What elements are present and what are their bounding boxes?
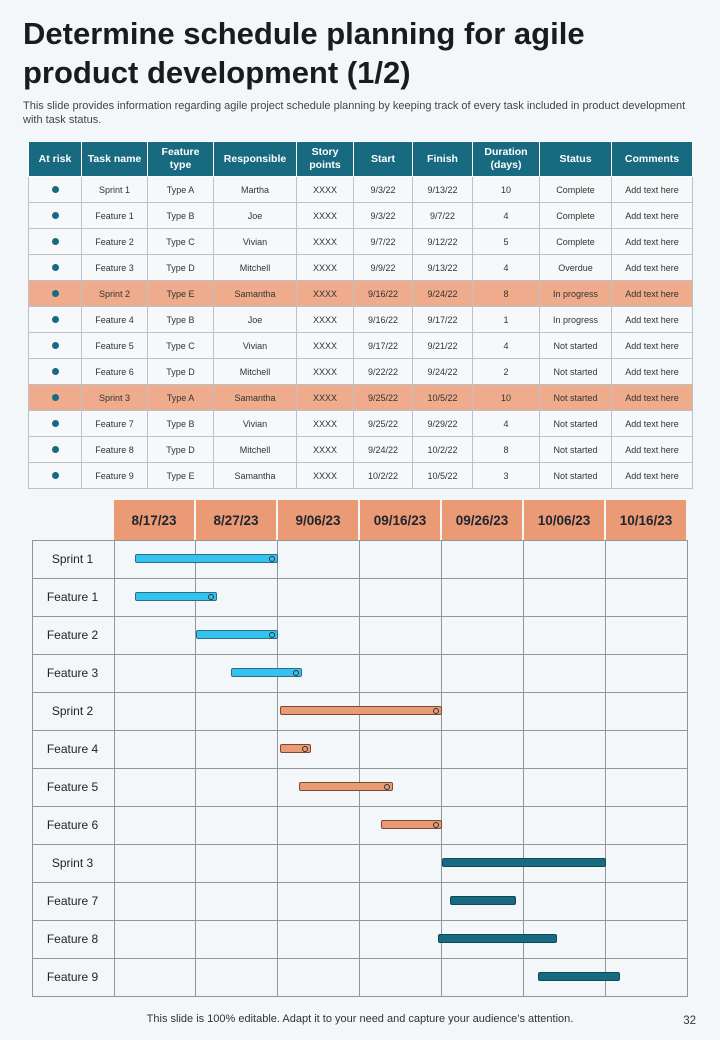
feature-type-cell: Type E (148, 463, 214, 489)
start-cell: 9/24/22 (354, 437, 413, 463)
task-name-cell: Feature 1 (82, 203, 148, 229)
finish-cell: 10/5/22 (413, 385, 473, 411)
table-row (29, 385, 693, 411)
finish-cell: 10/2/22 (413, 437, 473, 463)
comments-cell: Add text here (612, 177, 693, 203)
comments-cell: Add text here (612, 463, 693, 489)
gantt-bar[interactable] (442, 858, 606, 867)
gantt-bar[interactable] (381, 820, 443, 829)
duration-cell: 4 (473, 255, 540, 281)
col-header-status: Status (540, 142, 612, 177)
page-number: 32 (683, 1015, 696, 1027)
table-row (29, 411, 693, 437)
gantt-date-header: 09/16/23 (360, 500, 442, 540)
table-row (29, 333, 693, 359)
responsible-cell: Mitchell (214, 359, 297, 385)
feature-type-cell: Type D (148, 437, 214, 463)
status-cell: Not started (540, 411, 612, 437)
table-row (29, 229, 693, 255)
gantt-task-label: Feature 7 (46, 894, 99, 908)
at-risk-cell (29, 203, 82, 229)
responsible-cell: Mitchell (214, 255, 297, 281)
at-risk-cell (29, 411, 82, 437)
gantt-bar[interactable] (231, 668, 302, 677)
start-cell: 9/16/22 (354, 281, 413, 307)
feature-type-cell: Type A (148, 177, 214, 203)
status-cell: Complete (540, 203, 612, 229)
bar-handle-icon[interactable] (433, 708, 439, 714)
story-points-cell: XXXX (297, 307, 354, 333)
gantt-date-header: 8/17/23 (114, 500, 196, 540)
gantt-grid-line (687, 540, 688, 996)
gantt-task-label: Sprint 2 (51, 704, 94, 718)
gantt-bar[interactable] (135, 592, 217, 601)
col-header-story-points: Story points (297, 142, 354, 177)
responsible-cell: Samantha (214, 281, 297, 307)
comments-cell: Add text here (612, 281, 693, 307)
at-risk-cell (29, 177, 82, 203)
task-name-cell: Feature 5 (82, 333, 148, 359)
task-name-cell: Feature 2 (82, 229, 148, 255)
responsible-cell: Vivian (214, 411, 297, 437)
risk-dot-icon (52, 368, 59, 375)
duration-cell: 4 (473, 203, 540, 229)
comments-cell: Add text here (612, 411, 693, 437)
gantt-bar[interactable] (196, 630, 278, 639)
schedule-table (28, 141, 693, 489)
comments-cell: Add text here (612, 255, 693, 281)
gantt-row (32, 920, 688, 958)
risk-dot-icon (52, 264, 59, 271)
status-cell: In progress (540, 281, 612, 307)
bar-handle-icon[interactable] (384, 784, 390, 790)
story-points-cell: XXXX (297, 463, 354, 489)
table-row (29, 307, 693, 333)
gantt-row (32, 616, 688, 654)
gantt-task-label: Feature 4 (46, 742, 99, 756)
start-cell: 9/25/22 (354, 385, 413, 411)
risk-dot-icon (52, 186, 59, 193)
duration-cell: 4 (473, 333, 540, 359)
duration-cell: 3 (473, 463, 540, 489)
duration-cell: 8 (473, 437, 540, 463)
task-name-cell: Sprint 3 (82, 385, 148, 411)
table-row (29, 437, 693, 463)
feature-type-cell: Type A (148, 385, 214, 411)
gantt-date-header: 8/27/23 (196, 500, 278, 540)
table-row (29, 359, 693, 385)
story-points-cell: XXXX (297, 203, 354, 229)
finish-cell: 10/5/22 (413, 463, 473, 489)
start-cell: 9/17/22 (354, 333, 413, 359)
status-cell: In progress (540, 307, 612, 333)
bar-handle-icon[interactable] (208, 594, 214, 600)
feature-type-cell: Type E (148, 281, 214, 307)
gantt-bar[interactable] (538, 972, 620, 981)
responsible-cell: Vivian (214, 333, 297, 359)
risk-dot-icon (52, 394, 59, 401)
story-points-cell: XXXX (297, 437, 354, 463)
status-cell: Overdue (540, 255, 612, 281)
story-points-cell: XXXX (297, 411, 354, 437)
start-cell: 9/3/22 (354, 177, 413, 203)
risk-dot-icon (52, 238, 59, 245)
gantt-row (32, 540, 688, 578)
feature-type-cell: Type B (148, 411, 214, 437)
task-name-cell: Feature 6 (82, 359, 148, 385)
feature-type-cell: Type D (148, 359, 214, 385)
comments-cell: Add text here (612, 229, 693, 255)
story-points-cell: XXXX (297, 255, 354, 281)
duration-cell: 4 (473, 411, 540, 437)
task-name-cell: Feature 3 (82, 255, 148, 281)
comments-cell: Add text here (612, 385, 693, 411)
finish-cell: 9/13/22 (413, 177, 473, 203)
page-subtitle: This slide provides information regarding agile project schedule planning by keeping track of every task included in product development with task status. (23, 100, 686, 126)
gantt-grid-line (441, 540, 442, 996)
col-header-at-risk: At risk (29, 142, 82, 177)
at-risk-cell (29, 385, 82, 411)
at-risk-cell (29, 463, 82, 489)
col-header-responsible: Responsible (214, 142, 297, 177)
gantt-bar[interactable] (280, 744, 310, 753)
task-name-cell: Feature 7 (82, 411, 148, 437)
comments-cell: Add text here (612, 203, 693, 229)
gantt-task-label: Feature 5 (46, 780, 99, 794)
task-name-cell: Sprint 1 (82, 177, 148, 203)
gantt-bar[interactable] (280, 706, 442, 715)
status-cell: Not started (540, 385, 612, 411)
bar-handle-icon[interactable] (433, 822, 439, 828)
table-row (29, 255, 693, 281)
bar-handle-icon[interactable] (293, 670, 299, 676)
risk-dot-icon (52, 342, 59, 349)
finish-cell: 9/29/22 (413, 411, 473, 437)
gantt-row (32, 806, 688, 844)
start-cell: 9/25/22 (354, 411, 413, 437)
gantt-row (32, 654, 688, 692)
gantt-grid-line (277, 540, 278, 996)
gantt-bar[interactable] (299, 782, 393, 791)
story-points-cell: XXXX (297, 229, 354, 255)
responsible-cell: Martha (214, 177, 297, 203)
gantt-task-label: Feature 2 (46, 628, 99, 642)
duration-cell: 10 (473, 385, 540, 411)
gantt-grid-line (605, 540, 606, 996)
story-points-cell: XXXX (297, 385, 354, 411)
finish-cell: 9/21/22 (413, 333, 473, 359)
responsible-cell: Joe (214, 307, 297, 333)
story-points-cell: XXXX (297, 177, 354, 203)
finish-cell: 9/17/22 (413, 307, 473, 333)
finish-cell: 9/24/22 (413, 281, 473, 307)
col-header-duration: Duration (days) (473, 142, 540, 177)
task-name-cell: Sprint 2 (82, 281, 148, 307)
table-row (29, 281, 693, 307)
table-row (29, 177, 693, 203)
comments-cell: Add text here (612, 307, 693, 333)
risk-dot-icon (52, 420, 59, 427)
col-header-task-name: Task name (82, 142, 148, 177)
responsible-cell: Joe (214, 203, 297, 229)
feature-type-cell: Type D (148, 255, 214, 281)
gantt-task-label: Feature 9 (46, 970, 99, 984)
gantt-bar[interactable] (135, 554, 279, 563)
gantt-grid-line (359, 540, 360, 996)
risk-dot-icon (52, 290, 59, 297)
gantt-bar[interactable] (450, 896, 516, 905)
col-header-start: Start (354, 142, 413, 177)
table-row (29, 203, 693, 229)
story-points-cell: XXXX (297, 281, 354, 307)
gantt-task-label: Feature 3 (46, 666, 99, 680)
status-cell: Not started (540, 359, 612, 385)
gantt-grid-line (114, 540, 115, 996)
start-cell: 9/7/22 (354, 229, 413, 255)
risk-dot-icon (52, 316, 59, 323)
gantt-task-label: Feature 6 (46, 818, 99, 832)
gantt-bar[interactable] (438, 934, 557, 943)
start-cell: 9/9/22 (354, 255, 413, 281)
gantt-task-label: Feature 8 (46, 932, 99, 946)
gantt-bottom-line (32, 996, 688, 997)
status-cell: Complete (540, 177, 612, 203)
start-cell: 9/3/22 (354, 203, 413, 229)
duration-cell: 5 (473, 229, 540, 255)
gantt-date-header: 10/06/23 (524, 500, 606, 540)
at-risk-cell (29, 255, 82, 281)
risk-dot-icon (52, 472, 59, 479)
duration-cell: 8 (473, 281, 540, 307)
feature-type-cell: Type C (148, 229, 214, 255)
task-name-cell: Feature 9 (82, 463, 148, 489)
duration-cell: 2 (473, 359, 540, 385)
at-risk-cell (29, 281, 82, 307)
gantt-row (32, 578, 688, 616)
gantt-row (32, 730, 688, 768)
gantt-date-header: 09/26/23 (442, 500, 524, 540)
gantt-grid-line (32, 540, 33, 996)
comments-cell: Add text here (612, 359, 693, 385)
finish-cell: 9/12/22 (413, 229, 473, 255)
bar-handle-icon[interactable] (302, 746, 308, 752)
feature-type-cell: Type B (148, 307, 214, 333)
start-cell: 9/16/22 (354, 307, 413, 333)
status-cell: Complete (540, 229, 612, 255)
finish-cell: 9/13/22 (413, 255, 473, 281)
page-title: Determine schedule planning for agile product development (1/2) (23, 16, 585, 90)
at-risk-cell (29, 437, 82, 463)
status-cell: Not started (540, 463, 612, 489)
gantt-grid-line (523, 540, 524, 996)
start-cell: 10/2/22 (354, 463, 413, 489)
feature-type-cell: Type C (148, 333, 214, 359)
gantt-task-label: Feature 1 (46, 590, 99, 604)
risk-dot-icon (52, 212, 59, 219)
task-name-cell: Feature 4 (82, 307, 148, 333)
at-risk-cell (29, 229, 82, 255)
table-row (29, 463, 693, 489)
table-header-row (29, 142, 693, 177)
responsible-cell: Samantha (214, 463, 297, 489)
gantt-task-label: Sprint 1 (51, 552, 94, 566)
gantt-date-header: 9/06/23 (278, 500, 360, 540)
task-name-cell: Feature 8 (82, 437, 148, 463)
gantt-date-header: 10/16/23 (606, 500, 688, 540)
bar-handle-icon[interactable] (269, 632, 275, 638)
gantt-row (32, 882, 688, 920)
col-header-comments: Comments (612, 142, 693, 177)
footer-note: This slide is 100% editable. Adapt it to your need and capture your audience’s attention. (146, 1013, 574, 1025)
comments-cell: Add text here (612, 333, 693, 359)
status-cell: Not started (540, 437, 612, 463)
finish-cell: 9/7/22 (413, 203, 473, 229)
responsible-cell: Mitchell (214, 437, 297, 463)
story-points-cell: XXXX (297, 333, 354, 359)
finish-cell: 9/24/22 (413, 359, 473, 385)
story-points-cell: XXXX (297, 359, 354, 385)
start-cell: 9/22/22 (354, 359, 413, 385)
at-risk-cell (29, 333, 82, 359)
col-header-finish: Finish (413, 142, 473, 177)
comments-cell: Add text here (612, 437, 693, 463)
responsible-cell: Samantha (214, 385, 297, 411)
status-cell: Not started (540, 333, 612, 359)
gantt-task-label: Sprint 3 (51, 856, 94, 870)
duration-cell: 1 (473, 307, 540, 333)
gantt-grid-line (195, 540, 196, 996)
col-header-feature-type: Feature type (148, 142, 214, 177)
bar-handle-icon[interactable] (269, 556, 275, 562)
duration-cell: 10 (473, 177, 540, 203)
at-risk-cell (29, 359, 82, 385)
risk-dot-icon (52, 446, 59, 453)
at-risk-cell (29, 307, 82, 333)
feature-type-cell: Type B (148, 203, 214, 229)
responsible-cell: Vivian (214, 229, 297, 255)
